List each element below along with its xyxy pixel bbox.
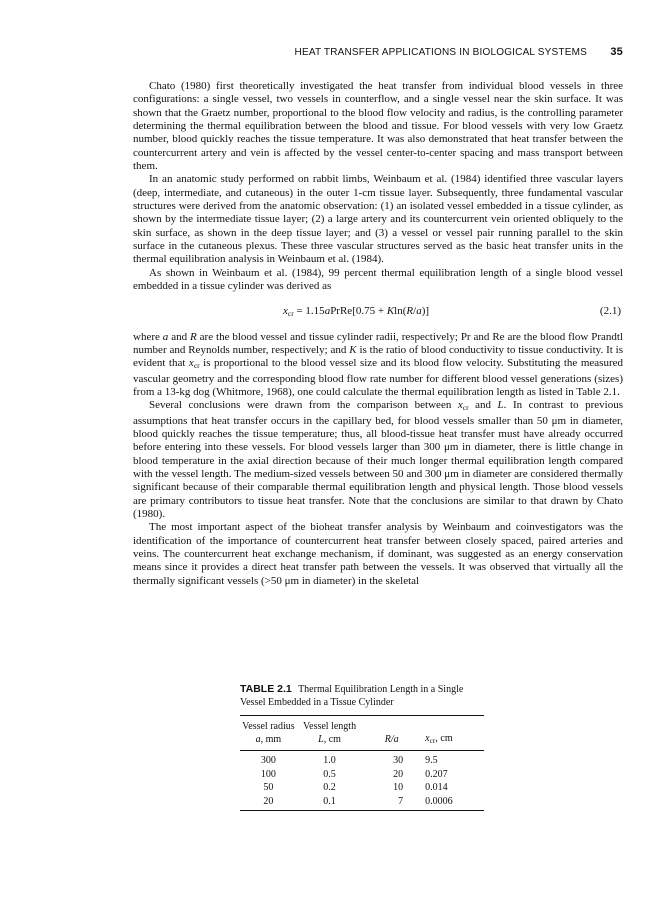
header-vessel-radius: Vessel radius <box>240 716 297 734</box>
table-row: 300 1.0 30 9.5 <box>260 755 438 766</box>
equation-formula: $x_{cr}$ = 1.15aPrRe[0.75 + Kln(R/a)] <box>283 304 430 318</box>
paragraph-conclusions: Several conclusions were drawn from the comparison between $x_{cr}$ and L. In contrast to previous assumptions that heat transfer occurs in the capillary bed, for blood vessels smaller than 50 μm in diameter, blood quickly reaches the tissue temperature; thus, all blood-tissue heat transfer must have already occurred before entering into these vessels. For blood vessels larger than 300 μm in diameter, there is little change in blood temperature in the axial direction because of their much longer thermal equilibration length compared with the vessel length. The medium-sized vessels between 50 and 300 μm in diameter are considered thermally significant because of their comparable thermal equilibration length and physical length. Those blood vessels are primary contributors to tissue heat transfer. Note that the conclusions are similar to that drawn by Chato (1980). <box>133 399 623 520</box>
paragraph-where: where a and R are the blood vessel and tissue cylinder radii, respectively; Pr and Re are the blood flow Prandtl number and Reynolds number, respectively; and K is the ratio of blood conductivity to tissue conductivity. It is evident that $x_{cr}$ is proportional to the blood vessel size and its blood flow velocity. Substituting the measured vascular geometry and the corresponding blood flow rate number for different blood vessel generations (sizes) from a 13-kg dog (Whitmore, 1968), one could calculate the thermal equilibration length as listed in Table 2.1. <box>133 330 623 398</box>
running-title: HEAT TRANSFER APPLICATIONS IN BIOLOGICAL SYSTEMS <box>294 47 587 58</box>
header-ratio: R/a <box>362 733 421 751</box>
data-table <box>240 715 484 811</box>
equation-2-1 <box>133 299 623 326</box>
table-row: 100 0.5 20 0.207 <box>260 768 448 780</box>
paragraph-equation-intro: As shown in Weinbaum et al. (1984), 99 percent thermal equilibration length of a single blood vessel embedded in a tissue cylinder was derived as <box>133 266 623 293</box>
running-header <box>133 46 623 62</box>
table-row: 50 0.2 10 0.014 <box>263 782 448 793</box>
equation-number: (2.1) <box>599 304 621 317</box>
paragraph-countercurrent: The most important aspect of the bioheat transfer analysis by Weinbaum and coinvestigators was the identification of the importance of countercurrent heat transfer between closely spaced, paired arteries and veins. The countercurrent heat exchange mechanism, if dominant, was suggested as an energy conservation means since it provides a direct heat transfer path between the vessels. It was observed that virtually all the thermally significant vessels (>50 μm in diameter) in the skeletal <box>133 521 623 587</box>
header-radius-unit: a, mm <box>240 733 297 751</box>
table-caption <box>240 683 484 709</box>
body-text <box>133 80 623 588</box>
table-2-1 <box>240 683 484 811</box>
header-vessel-length: Vessel length <box>297 716 362 734</box>
page-number: 35 <box>610 46 623 58</box>
paragraph-chato: Chato (1980) first theoretically investigated the heat transfer from individual blood vessels in three configurations: a single vessel, two vessels in counterflow, and a single vessel near the skin surface. It was shown that the Graetz number, proportional to the blood flow velocity and radius, is the controlling parameter determining the thermal equilibration between the blood and tissue. For blood vessels with very low Graetz number, blood quickly reaches the tissue temperature. It was also demonstrated that heat transfer between the countercurrent artery and vein is affected by the vessel center-to-center spacing and mass transport between them. <box>133 80 623 173</box>
header-xcr: $x_{cr}$, cm <box>421 733 484 751</box>
paragraph-anatomic-study: In an anatomic study performed on rabbit limbs, Weinbaum et al. (1984) identified three vascular layers (deep, intermediate, and cutaneous) in the outer 1-cm tissue layer. Subsequently, three fundamental vascular structures were derived from the anatomic observation: (1) an isolated vessel embedded in a tissue cylinder, as shown by the intermediate tissue layer; (2) a large artery and its countercurrent vein oriented obliquely to the skin surface, as shown in the deep tissue layer; and (3) a vessel or vessel pair running parallel to the skin surface in the cutaneous plexus. These three vascular structures served as the basic heat transfer units in the thermal equilibration analysis in Weinbaum et al. (1984). <box>133 173 623 266</box>
table-caption-text: Thermal Equilibration Length in a Single Vessel Embedded in a Tissue Cylinder <box>240 684 464 708</box>
header-length-unit: L, cm <box>297 733 362 751</box>
table-label: TABLE 2.1 <box>240 683 292 695</box>
table-row: 20 0.1 7 0.0006 <box>240 795 484 811</box>
